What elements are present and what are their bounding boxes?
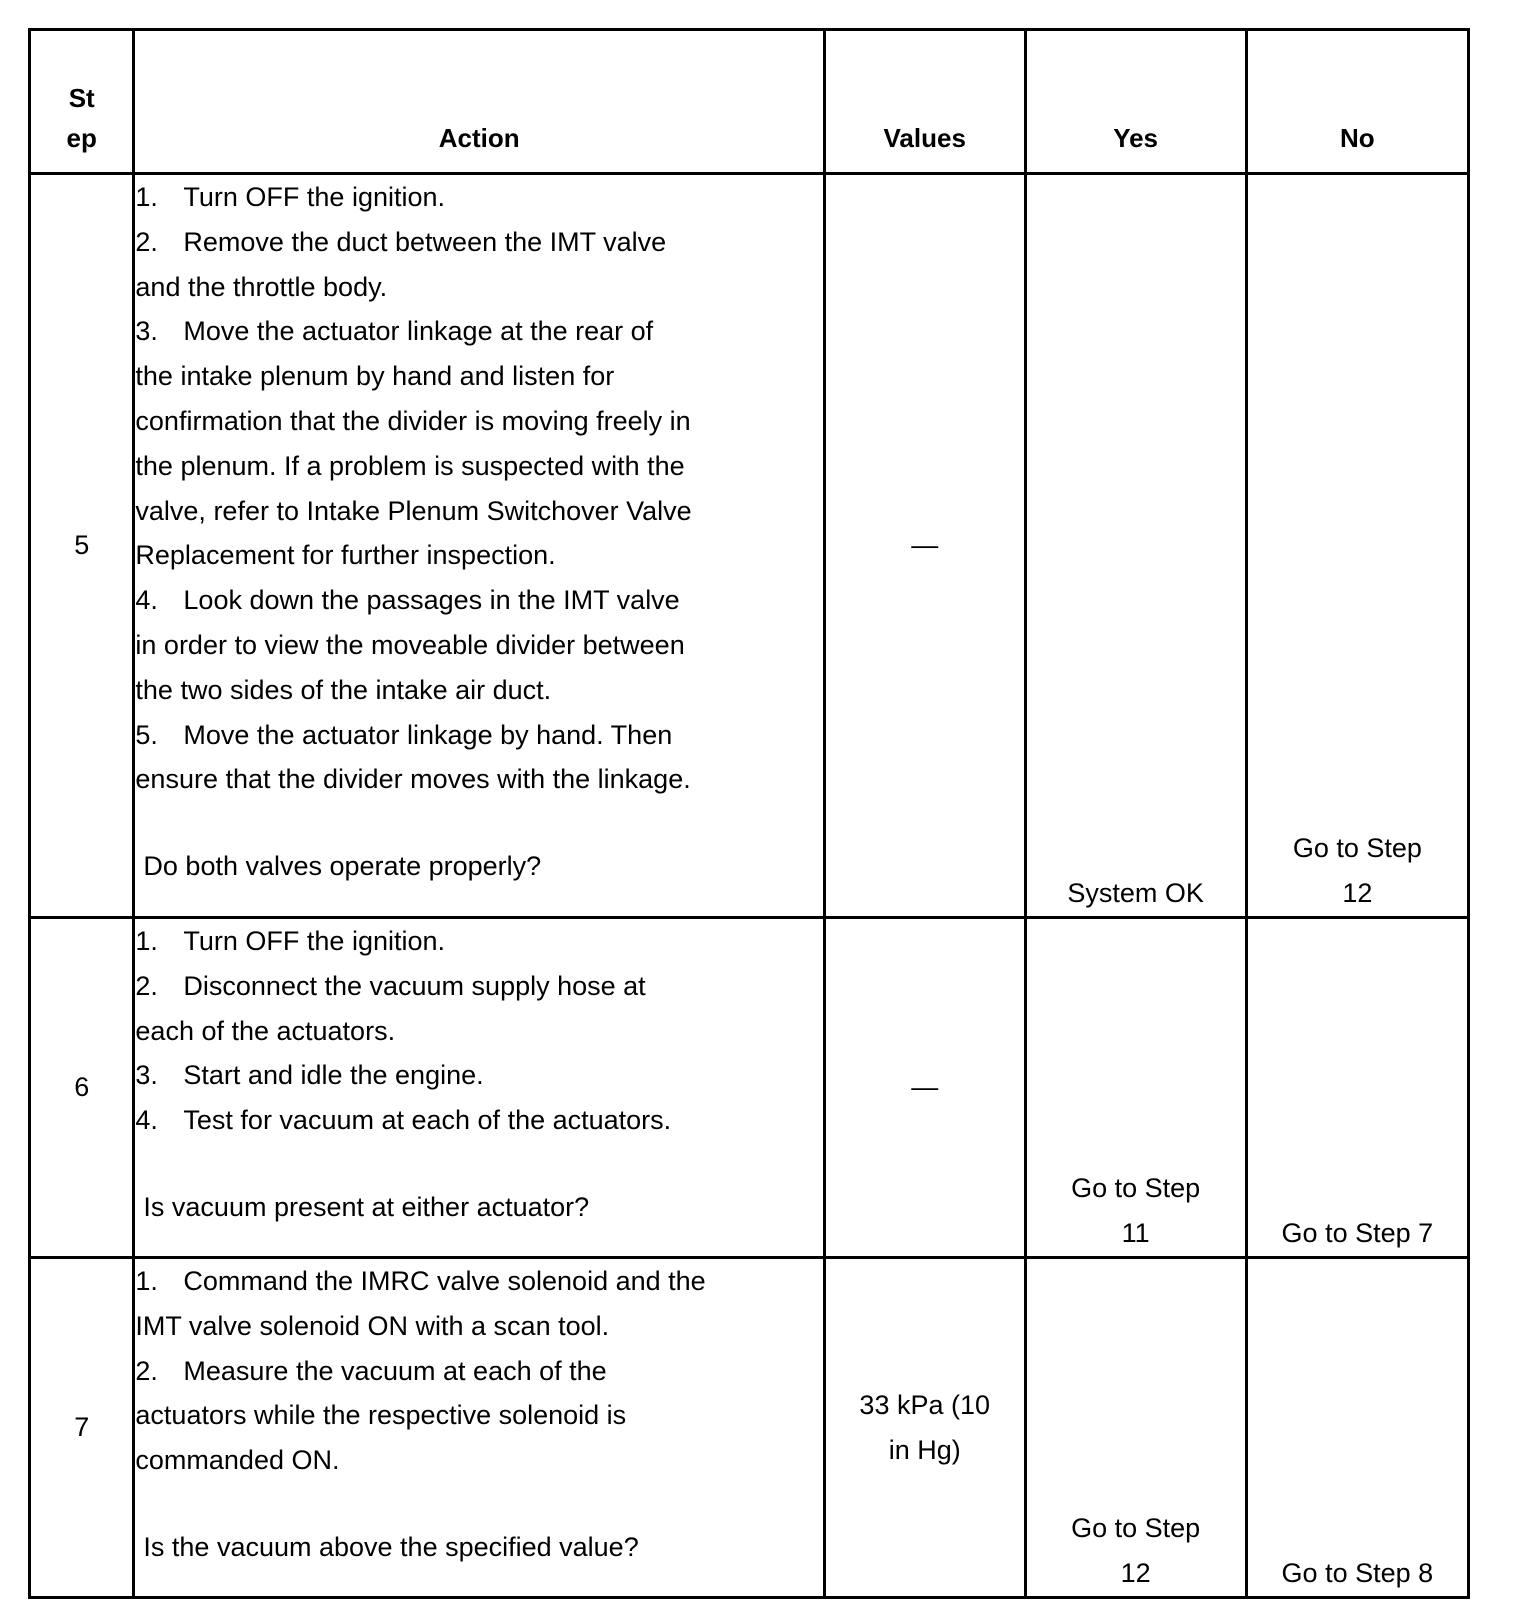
action-line: 2. Measure the vacuum at each of the (135, 1355, 607, 1386)
yes-header: Yes (1025, 30, 1246, 174)
no-cell: Go to Step 7 (1246, 918, 1468, 1258)
action-cell (134, 1258, 825, 1598)
action-line: each of the actuators. (135, 1015, 396, 1046)
action-line: commanded ON. (135, 1445, 340, 1476)
action-line: in order to view the moveable divider between (135, 629, 685, 660)
action-line: 3. Start and idle the engine. (135, 1060, 484, 1091)
action-line: the plenum. If a problem is suspected with the (135, 450, 685, 481)
header-row (30, 30, 1469, 174)
action-cell (134, 174, 825, 918)
yes-cell: System OK (1025, 174, 1246, 918)
yes-cell (1025, 1258, 1246, 1598)
action-question: Is the vacuum above the specified value? (143, 1531, 639, 1562)
values-header: Values (824, 30, 1025, 174)
value-line2: in Hg) (888, 1434, 961, 1465)
step-number: 5 (30, 174, 134, 918)
action-line: 2. Disconnect the vacuum supply hose at (135, 970, 646, 1001)
yes-result-line2: 11 (1121, 1218, 1150, 1249)
action-line: 5. Move the actuator linkage by hand. Then (135, 719, 673, 750)
action-cell (134, 918, 825, 1258)
no-header: No (1246, 30, 1468, 174)
action-line: and the throttle body. (135, 271, 388, 302)
step-number: 7 (30, 1258, 134, 1598)
table-row-step-5 (30, 174, 1469, 918)
yes-cell (1025, 918, 1246, 1258)
yes-result-line1: Go to Step (1071, 1513, 1201, 1544)
action-line: 1. Turn OFF the ignition. (135, 926, 446, 956)
table-row-step-7 (30, 1258, 1469, 1598)
action-line: 2. Remove the duct between the IMT valve (135, 226, 667, 257)
value-line1: 33 kPa (10 (859, 1389, 991, 1420)
action-line: Replacement for further inspection. (135, 540, 556, 571)
action-line: 1. Turn OFF the ignition. (135, 182, 446, 212)
table-row-step-6 (30, 918, 1469, 1258)
no-cell: Go to Step 8 (1246, 1258, 1468, 1598)
action-header: Action (134, 30, 825, 174)
step-number: 6 (30, 918, 134, 1258)
action-line: confirmation that the divider is moving freely in (135, 405, 691, 436)
no-cell (1246, 174, 1468, 918)
no-result-line1: Go to Step (1292, 833, 1422, 864)
value-cell: — (824, 174, 1025, 918)
step-header (30, 30, 134, 174)
action-line: the two sides of the intake air duct. (135, 674, 552, 705)
action-line: 4. Test for vacuum at each of the actuators. (135, 1105, 672, 1136)
value-cell (824, 1258, 1025, 1598)
action-line: valve, refer to Intake Plenum Switchover Valve (135, 495, 692, 526)
action-line: 1. Command the IMRC valve solenoid and the (135, 1266, 706, 1296)
action-line: the intake plenum by hand and listen for (135, 361, 615, 392)
action-line: ensure that the divider moves with the linkage. (135, 764, 691, 795)
yes-result-line2: 12 (1120, 1558, 1151, 1589)
action-line: IMT valve solenoid ON with a scan tool. (135, 1310, 610, 1341)
action-line: actuators while the respective solenoid is (135, 1400, 627, 1431)
step-header-line2: ep (66, 123, 97, 153)
action-question: Is vacuum present at either actuator? (143, 1191, 590, 1222)
value-cell: — (824, 918, 1025, 1258)
step-header-line1: St (68, 83, 95, 113)
action-question: Do both valves operate properly? (143, 851, 542, 882)
no-result-line2: 12 (1342, 878, 1373, 909)
diagnostic-table (28, 28, 1470, 1599)
action-line: 4. Look down the passages in the IMT valve (135, 585, 680, 616)
action-line: 3. Move the actuator linkage at the rear of (135, 316, 654, 347)
yes-result-line1: Go to Step (1071, 1173, 1201, 1204)
